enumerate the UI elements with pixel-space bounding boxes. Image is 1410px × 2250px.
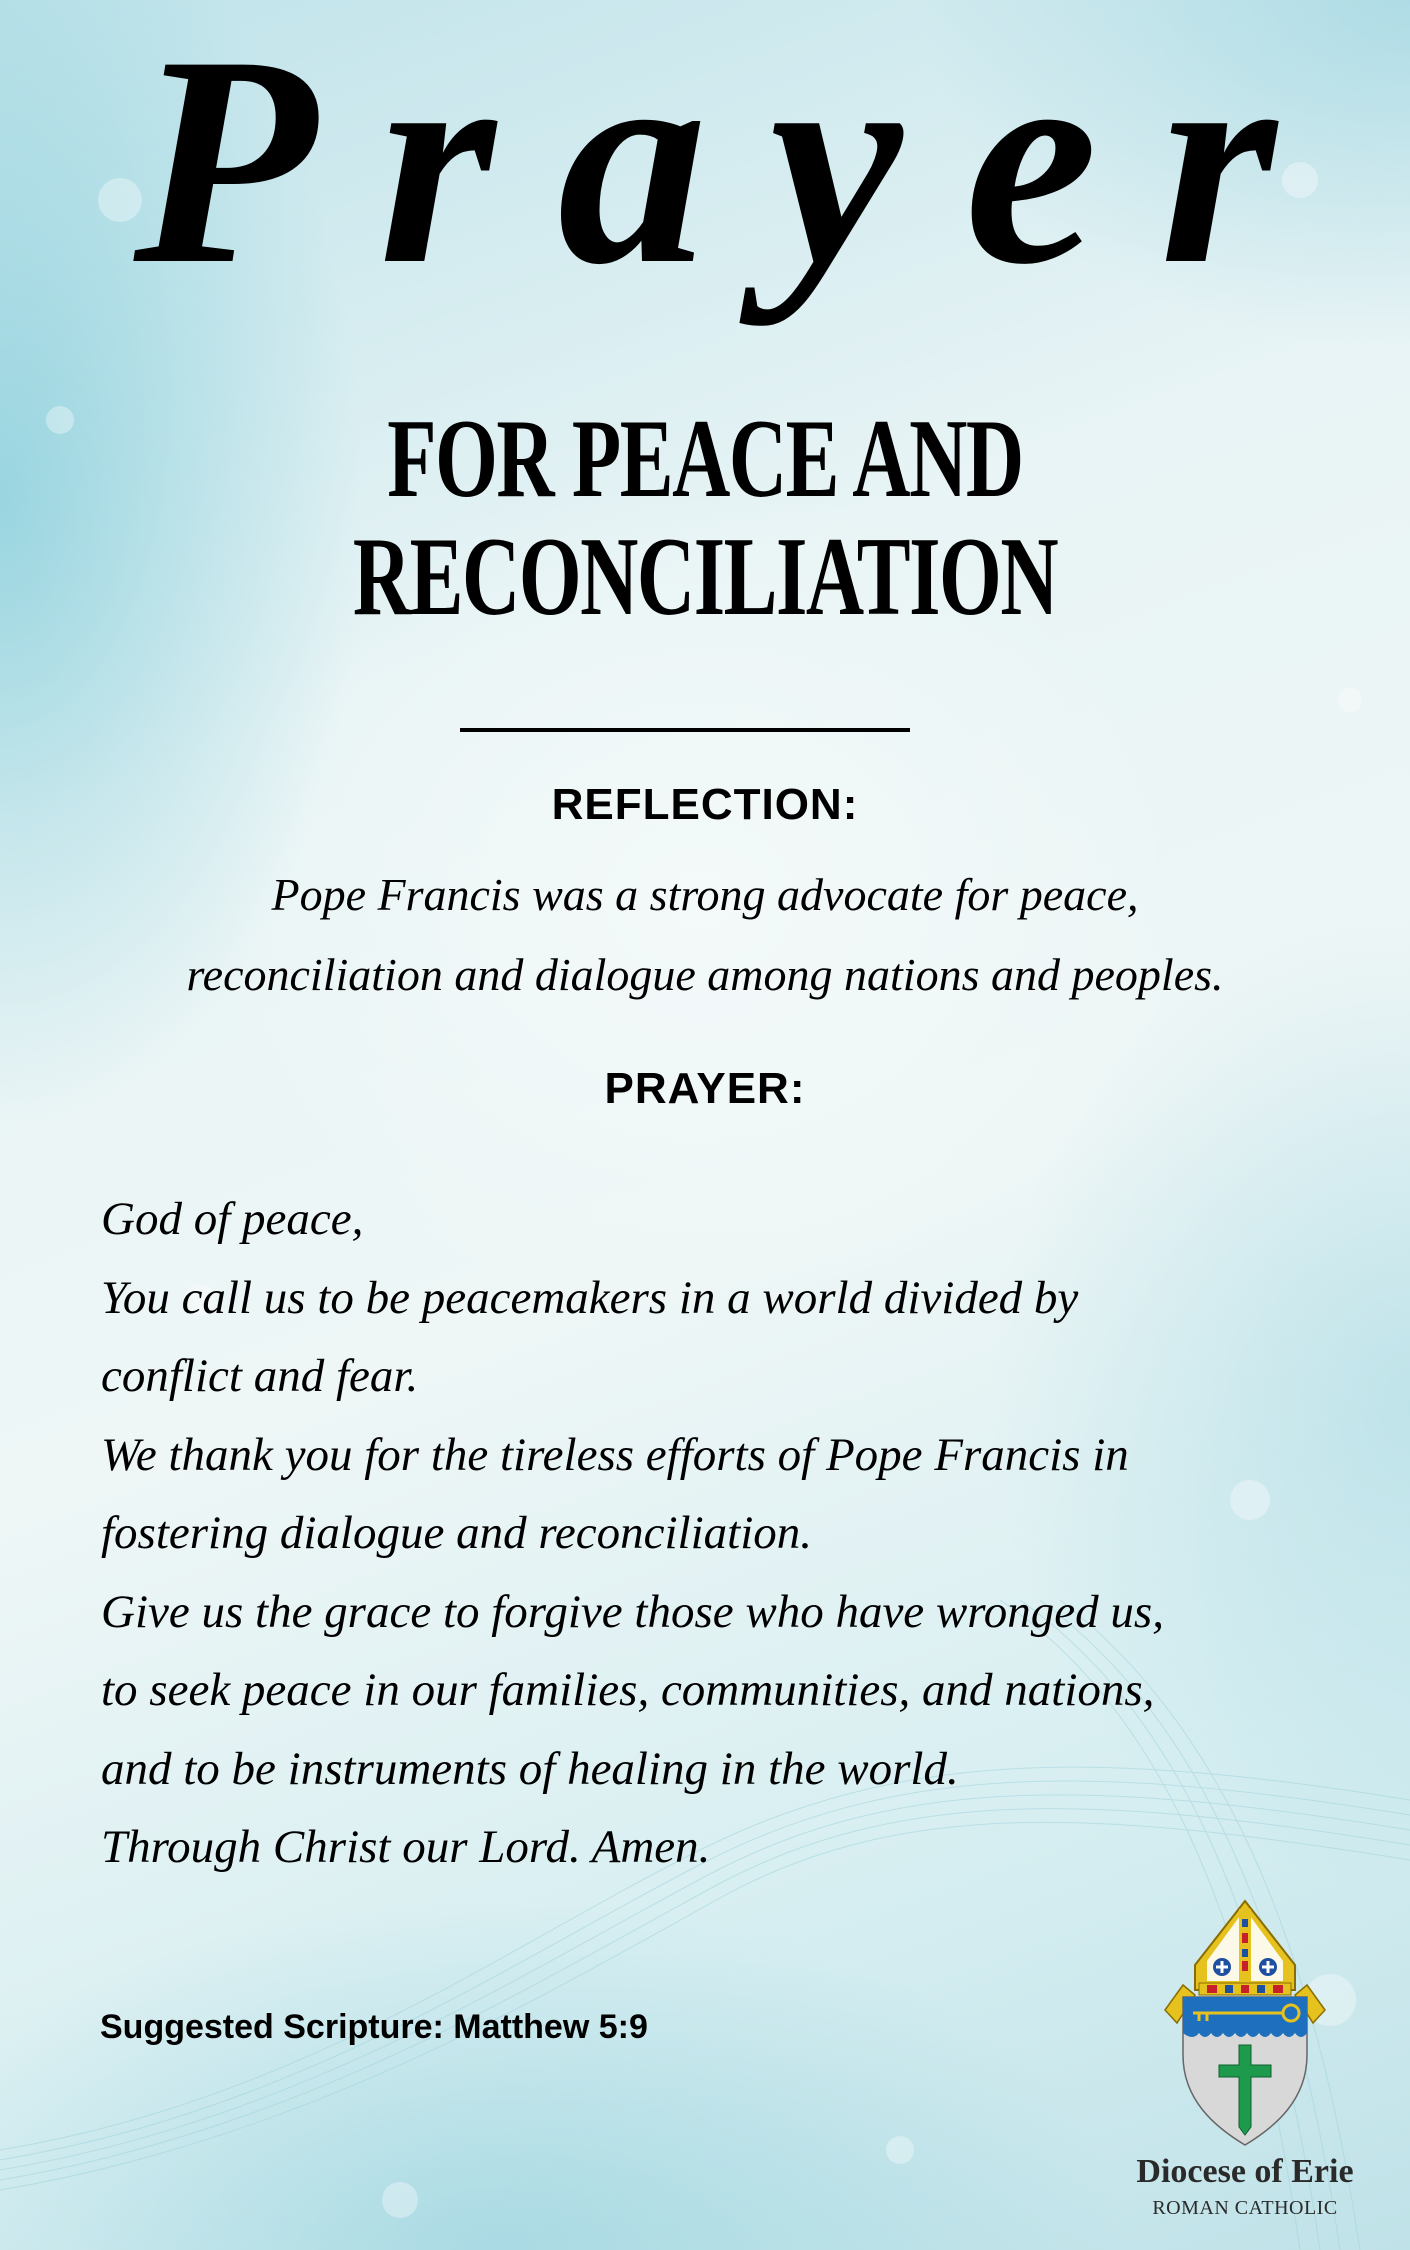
- subtitle-line-2: RECONCILIATION: [352, 515, 1058, 639]
- reflection-line: Pope Francis was a strong advocate for peace,: [271, 869, 1139, 920]
- diocese-subtitle: ROMAN CATHOLIC: [1152, 2197, 1338, 2219]
- subtitle-line-1: FOR PEACE AND: [387, 397, 1023, 521]
- diocese-coat-of-arms-icon: [1155, 1895, 1335, 2150]
- prayer-line: fostering dialogue and reconciliation.: [101, 1507, 813, 1559]
- prayer-line: You call us to be peacemakers in a world divided by: [101, 1271, 1079, 1324]
- reflection-text: [0, 855, 1410, 1015]
- prayer-line: to seek peace in our families, communities, and nations,: [101, 1664, 1155, 1716]
- prayer-body: [101, 1180, 1351, 1887]
- prayer-heading: PRAYER:: [604, 1064, 806, 1113]
- page-title: Prayer: [133, 0, 1339, 326]
- prayer-line: conflict and fear.: [101, 1350, 419, 1402]
- reflection-line: reconciliation and dialogue among nations and peoples.: [186, 949, 1224, 1000]
- diocese-logo: [1105, 1895, 1385, 2235]
- prayer-line: God of peace,: [101, 1193, 364, 1245]
- prayer-line: Give us the grace to forgive those who have wronged us,: [101, 1585, 1164, 1638]
- prayer-line: We thank you for the tireless efforts of Pope Francis in: [101, 1428, 1129, 1481]
- suggested-scripture: Suggested Scripture: Matthew 5:9: [100, 2008, 648, 2046]
- divider: [460, 728, 910, 732]
- page-subtitle: [197, 397, 1212, 639]
- reflection-heading: REFLECTION:: [551, 780, 859, 829]
- diocese-name: Diocese of Erie: [1136, 2153, 1354, 2190]
- prayer-line: and to be instruments of healing in the world.: [101, 1742, 959, 1795]
- prayer-line: Through Christ our Lord. Amen.: [101, 1821, 711, 1873]
